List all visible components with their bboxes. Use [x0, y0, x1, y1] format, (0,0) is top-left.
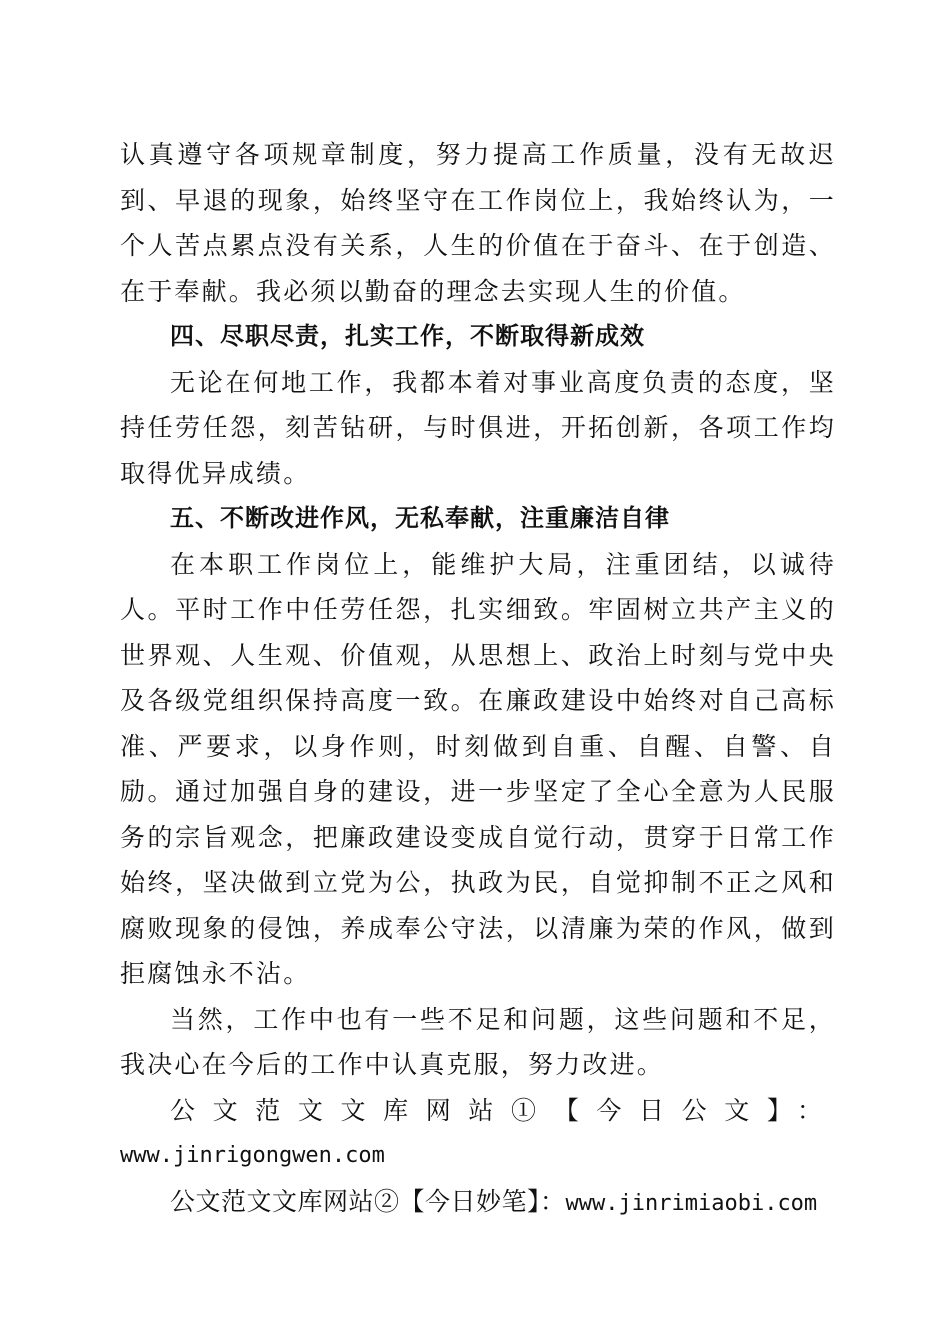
- section-5-heading: 五、不断改进作风，无私奉献，注重廉洁自律: [170, 504, 670, 532]
- closing-paragraph: 当然，工作中也有一些不足和问题，这些问题和不足，我决心在今后的工作中认真克服，努力改进。: [120, 1004, 836, 1079]
- footer-site2-line: [120, 1179, 836, 1227]
- intro-paragraph: 认真遵守各项规章制度，努力提高工作质量，没有无故迟到、早退的现象，始终坚守在工作岗位上，我始终认为，一个人苦点累点没有关系，人生的价值在于奋斗、在于创造、在于奉献。我必须以勤奋的理念去实现人生的价值。: [120, 140, 836, 306]
- section-4-heading: 四、尽职尽责，扎实工作，不断取得新成效: [170, 322, 645, 350]
- section-5-paragraph: 在本职工作岗位上，能维护大局，注重团结，以诚待人。平时工作中任劳任怨，扎实细致。牢固树立共产主义的世界观、人生观、价值观，从思想上、政治上时刻与党中央及各级党组织保持高度一致。在廉政建设中始终对自己高标准、严要求，以身作则，时刻做到自重、自醒、自警、自励。通过加强自身的建设，进一步坚定了全心全意为人民服务的宗旨观念，把廉政建设变成自觉行动，贯穿于日常工作始终，坚决做到立党为公，执政为民，自觉抑制不正之风和腐败现象的侵蚀，养成奉公守法，以清廉为荣的作风，做到拒腐蚀永不沾。: [120, 549, 836, 988]
- footer-site2-url[interactable]: www.jinrimiaobi.com: [565, 1190, 818, 1216]
- document-body: [120, 132, 836, 1226]
- footer-site1-url[interactable]: www.jinrigongwen.com: [120, 1143, 385, 1168]
- footer-site2-label: 公文范文文库网站②【今日妙笔】：: [170, 1186, 566, 1216]
- footer-site1-label: 公文范文文库网站①【今日公文】：: [170, 1095, 836, 1125]
- section-4-paragraph: 无论在何地工作，我都本着对事业高度负责的态度，坚持任劳任怨，刻苦钻研，与时俱进，开拓创新，各项工作均取得优异成绩。: [120, 367, 836, 488]
